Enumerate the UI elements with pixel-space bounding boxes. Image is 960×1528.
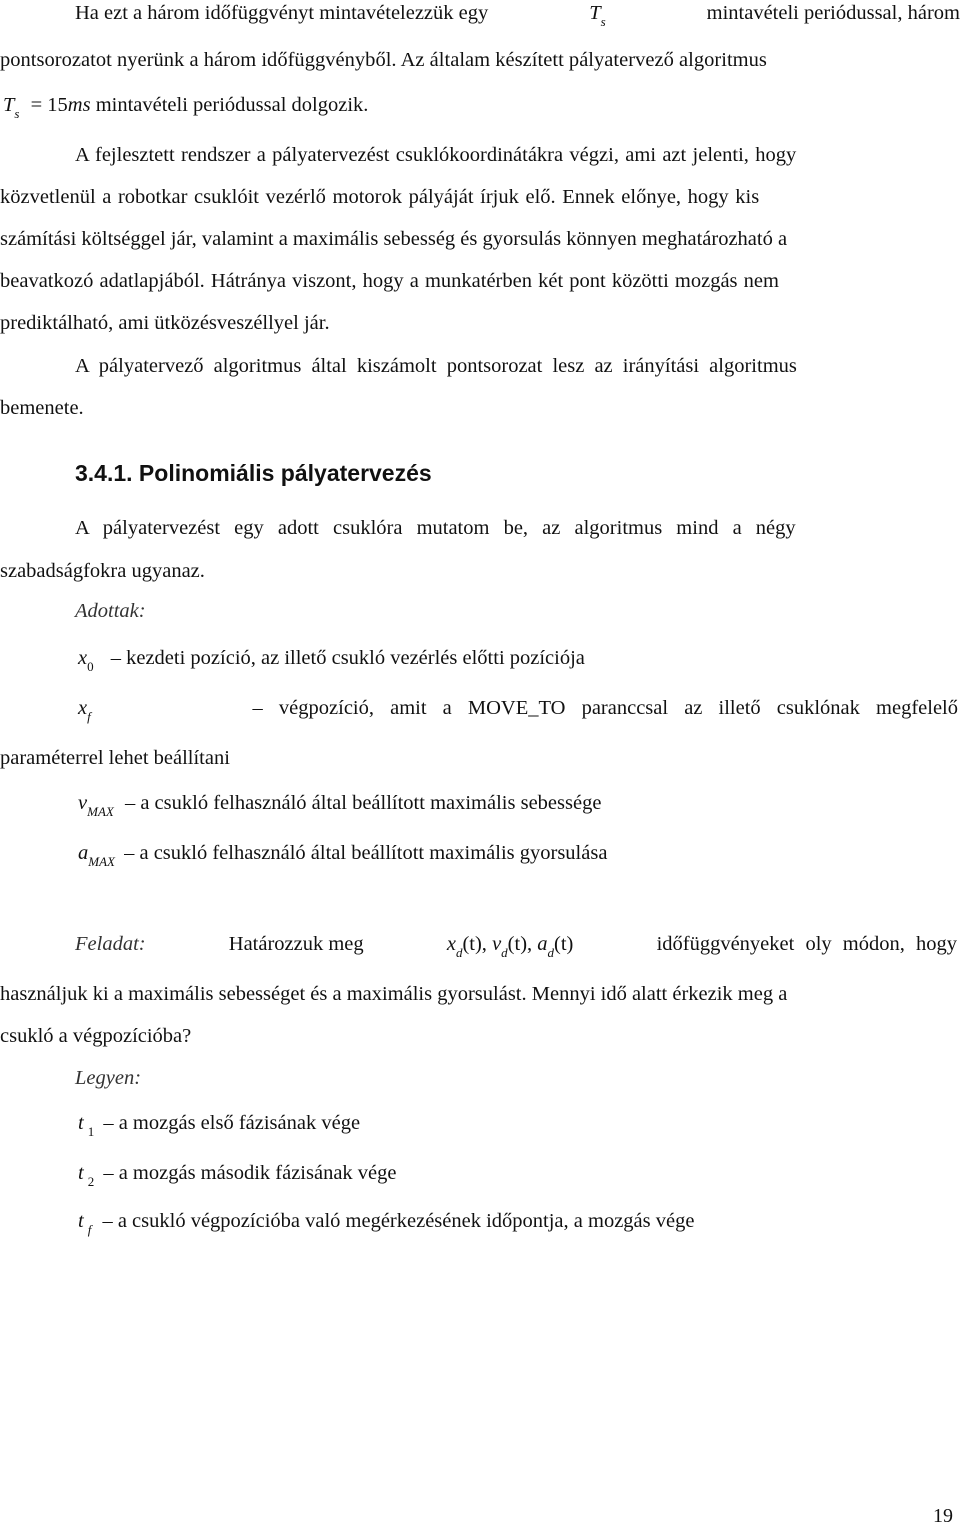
text-segment: mintavételi periódussal dolgozik. <box>95 94 369 116</box>
symbol-a: a <box>78 842 89 864</box>
task-line-2 <box>0 981 960 1007</box>
given-label <box>75 598 146 624</box>
task-formula: $x_d(t)$, $v_d(t)$, $a_d(t)$ <box>446 933 574 960</box>
intro-line-1 <box>0 0 960 28</box>
label-text: Legyen: <box>75 1067 142 1089</box>
para2-line-3 <box>0 226 960 252</box>
subscript-max: MAX <box>87 804 114 819</box>
given-amax <box>78 840 607 868</box>
intro-line-2 <box>0 47 960 73</box>
symbol-T: T <box>3 94 15 116</box>
given-vmax <box>78 790 601 818</box>
symbol-s: s <box>14 106 20 121</box>
task-label: Feladat: <box>75 933 146 955</box>
text-segment: időfüggvényeket oly módon, hogy <box>656 933 957 955</box>
text-segment: beavatkozó adatlapjából. Hátránya viszont, hogy a munkatérben két pont közötti mozgás nem <box>0 270 779 292</box>
definition-text: – kezdeti pozíció, az illető csukló vezérlés előtti pozíciója <box>110 647 585 669</box>
let-t1 <box>78 1110 360 1138</box>
text-segment: számítási költséggel jár, valamint a maximális sebesség és gyorsulás könnyen meghatározható a <box>0 228 788 250</box>
given-x0 <box>78 645 585 673</box>
text-segment: prediktálható, ami ütközésveszéllyel jár. <box>0 312 330 334</box>
text-segment: használjuk ki a maximális sebességet és a maximális gyorsulást. Mennyi idő alatt érkezik meg a <box>0 983 788 1005</box>
text-segment: csukló a végpozícióba? <box>0 1025 192 1047</box>
label-text: Adottak: <box>75 600 146 622</box>
let-label <box>75 1065 141 1091</box>
text-segment: Határozzuk meg <box>228 933 364 955</box>
text-segment: szabadságfokra ugyanaz. <box>0 560 205 582</box>
subscript-0: 0 <box>87 659 94 674</box>
subscript-1: 1 <box>87 1124 95 1139</box>
page-number: 19 <box>933 1505 953 1527</box>
symbol-x: x <box>78 647 88 669</box>
para4-line-2 <box>0 558 960 584</box>
unit-ms: ms <box>67 94 91 116</box>
text-segment: bemenete. <box>0 397 84 419</box>
symbol-v: v <box>78 792 88 814</box>
definition-text: – a mozgás második fázisának vége <box>103 1162 397 1184</box>
subscript-max: MAX <box>88 854 115 869</box>
text-segment: A pályatervezést egy adott csuklóra mutatom be, az algoritmus mind a négy <box>75 517 796 539</box>
text-segment: közvetlenül a robotkar csuklóit vezérlő motorok pályáját írjuk elő. Ennek előnye, hogy kis <box>0 186 760 208</box>
given-xf-cont <box>0 745 960 771</box>
para3-line-1 <box>0 353 960 379</box>
symbol-t: t <box>78 1162 84 1184</box>
para2-line-5 <box>0 310 960 336</box>
let-t2 <box>78 1160 396 1188</box>
intro-line-3 <box>0 92 960 120</box>
symbol-xf: $x_f$ <box>78 697 91 724</box>
text-segment: pontsorozatot nyerünk a három időfüggvényből. Az általam készített pályatervező algoritmus <box>0 49 767 71</box>
text-segment: paraméterrel lehet beállítani <box>0 747 230 769</box>
symbol-t: t <box>78 1112 84 1134</box>
text-segment: A fejlesztett rendszer a pályatervezést csuklókoordinátákra végzi, ami azt jelenti, hogy <box>75 144 797 166</box>
para4-line-1 <box>0 515 960 541</box>
equation-value: = 15 <box>30 94 68 116</box>
para3-line-2 <box>0 395 960 421</box>
text-segment: Ha ezt a három időfüggvényt mintavételezzük egy <box>75 2 489 24</box>
definition-text: – végpozíció, amit a MOVE_TO paranccsal az illető csuklónak megfelelő <box>252 697 958 719</box>
let-tf <box>78 1208 694 1236</box>
symbol-Ts: Ts <box>589 2 606 29</box>
subscript-f: f <box>87 1222 92 1237</box>
given-xf <box>78 695 960 723</box>
definition-text: – a mozgás első fázisának vége <box>103 1112 361 1134</box>
section-heading: 3.4.1. Polinomiális pályatervezés <box>75 460 432 486</box>
text-segment: A pályatervező algoritmus által kiszámolt pontsorozat lesz az irányítási algoritmus <box>75 355 797 377</box>
para2-line-2 <box>0 184 960 210</box>
symbol-t: t <box>78 1210 84 1232</box>
task-line-1 <box>75 931 957 959</box>
definition-text: – a csukló felhasználó által beállított maximális gyorsulása <box>124 842 608 864</box>
subscript-2: 2 <box>87 1174 95 1189</box>
para2-line-4 <box>0 268 960 294</box>
definition-text: – a csukló felhasználó által beállított maximális sebessége <box>124 792 602 814</box>
text-segment: mintavételi periódussal, három <box>706 2 960 24</box>
para2-line-1 <box>0 142 960 168</box>
definition-text: – a csukló végpozícióba való megérkezésének időpontja, a mozgás vége <box>102 1210 695 1232</box>
task-line-3 <box>0 1023 960 1049</box>
